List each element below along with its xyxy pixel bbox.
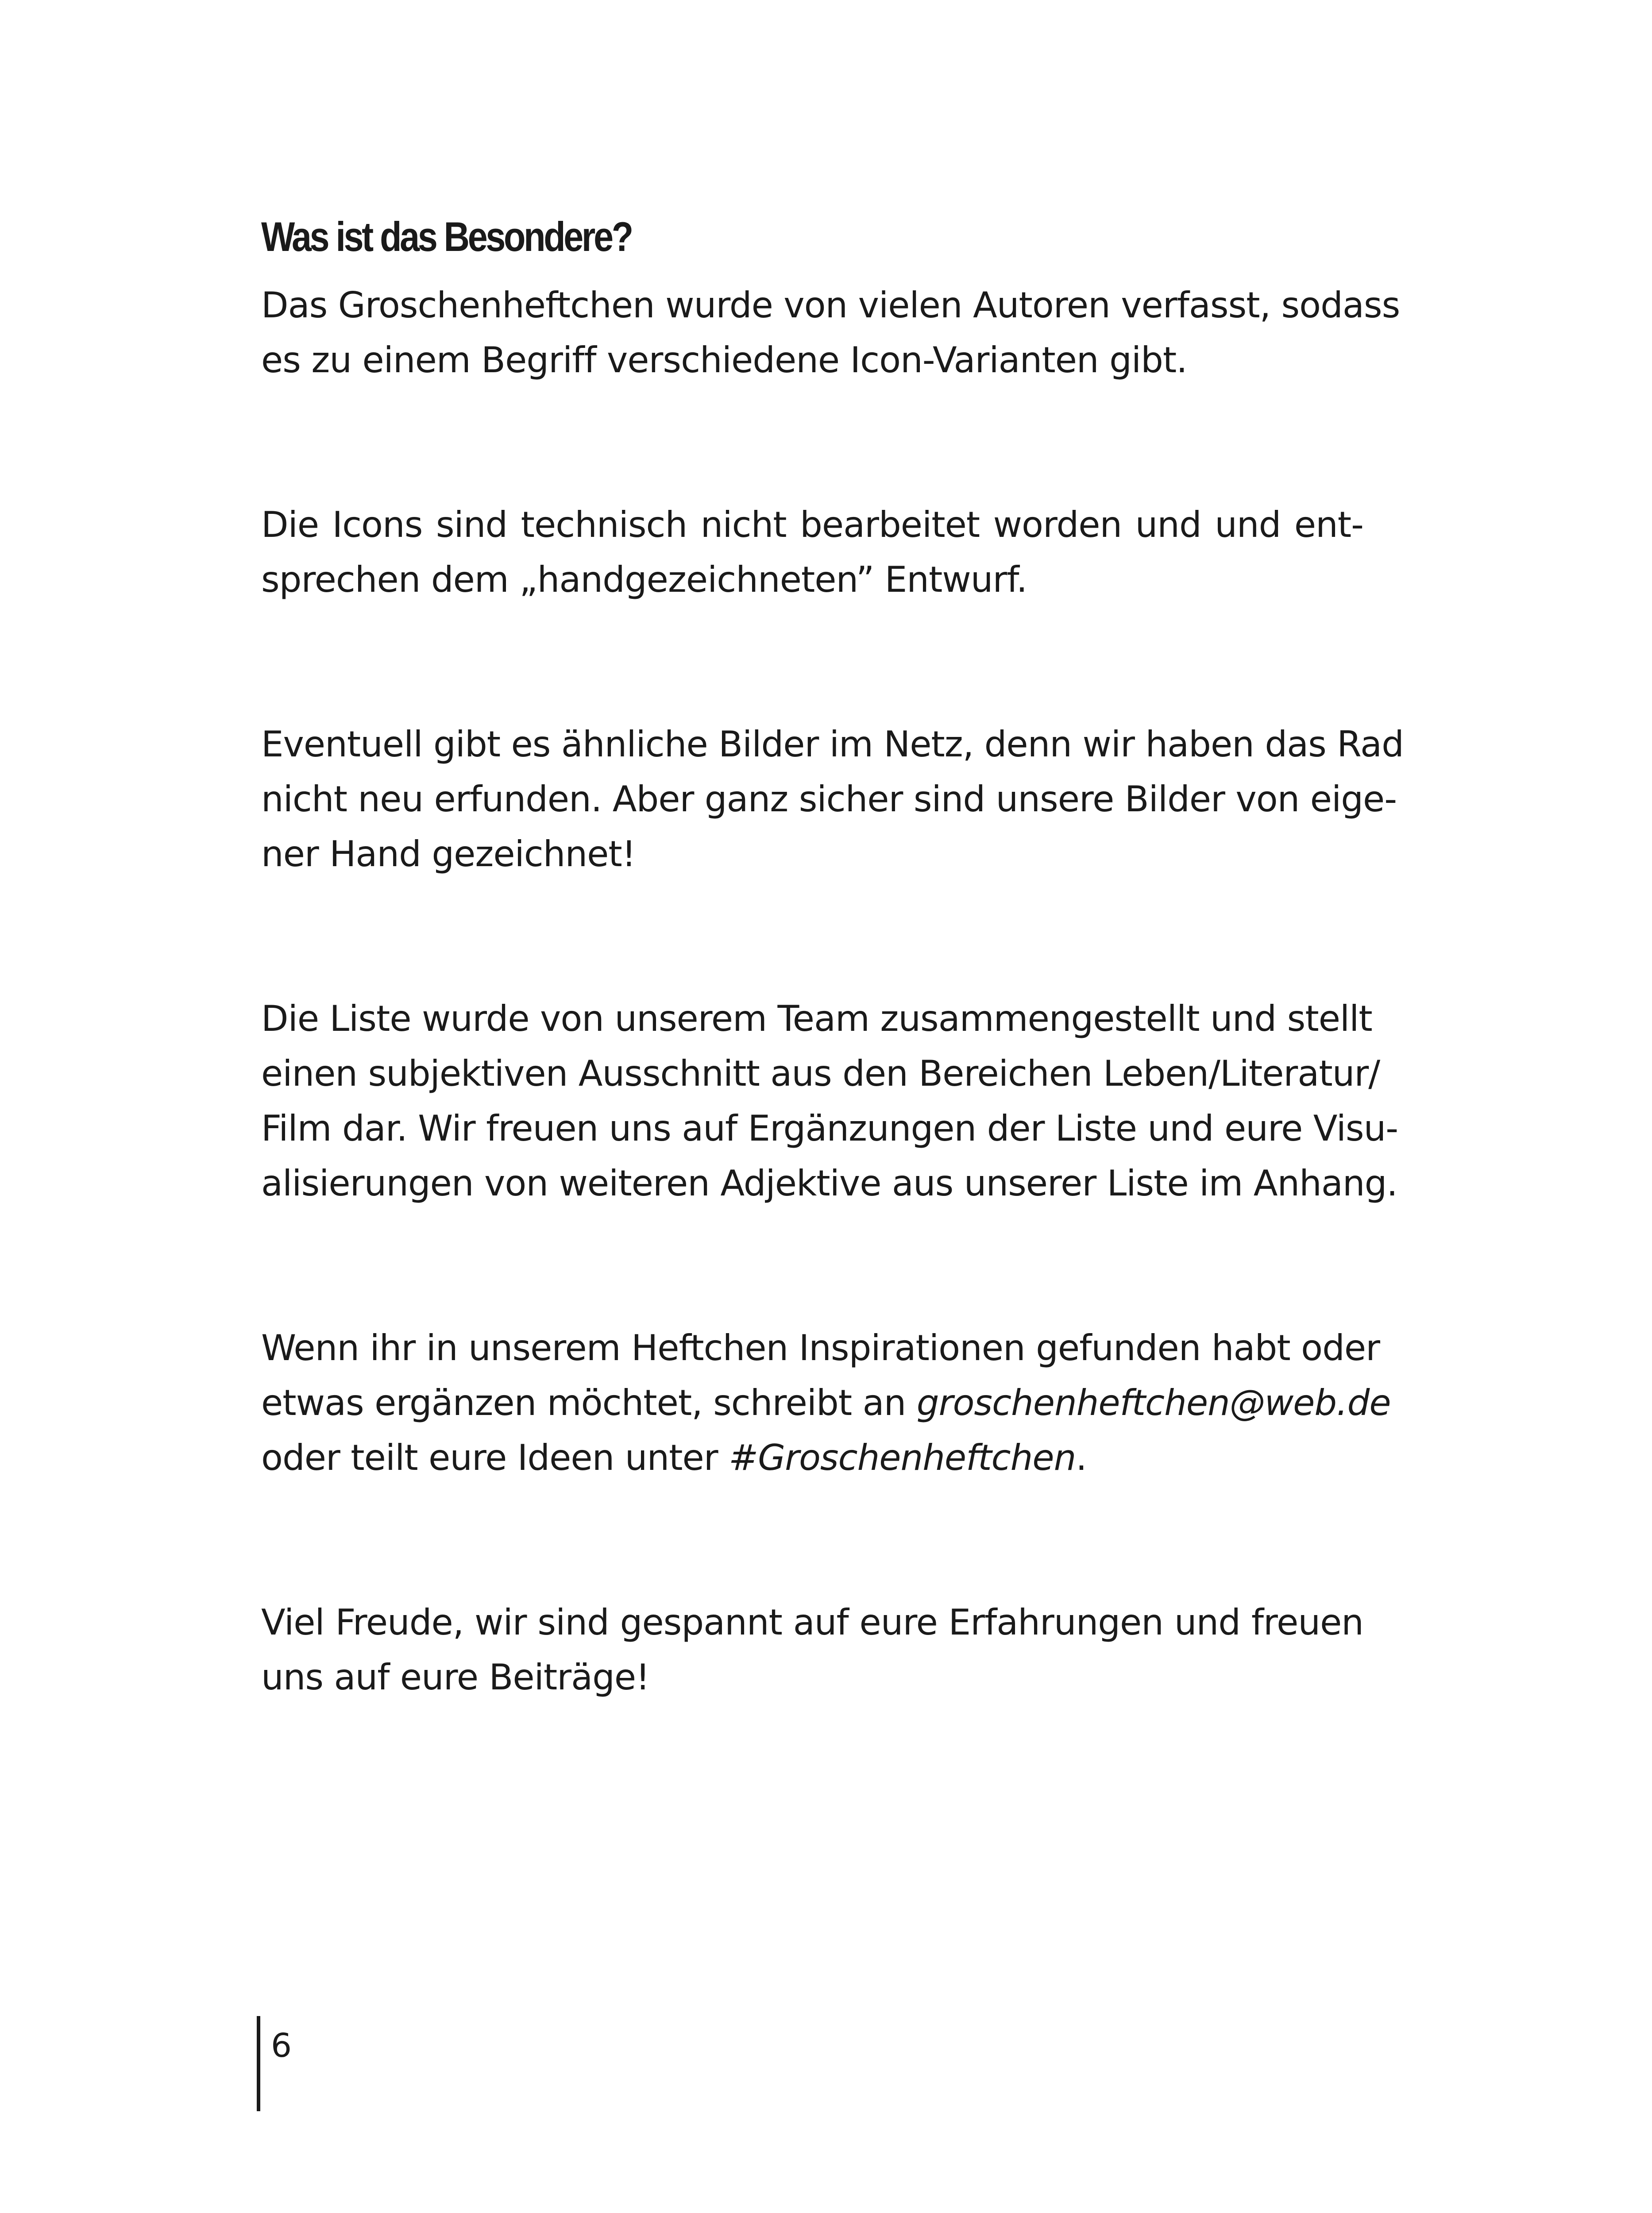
text-segment: oder teilt eure Ideen unter (261, 1437, 729, 1478)
text-line: alisierungen von weiteren Adjektive aus unserer Liste im Anhang. (261, 1163, 1397, 1204)
page-number-rule (257, 2016, 260, 2111)
text-line: ner Hand gezeichnet! (261, 833, 636, 875)
text-line: uns auf eure Beiträge! (261, 1657, 650, 1698)
hashtag: #Groschenheftchen (729, 1437, 1076, 1478)
text-segment: etwas ergänzen möchtet, schreibt an (261, 1382, 917, 1423)
page-number: 6 (271, 2027, 292, 2065)
paragraph-contact (261, 1321, 1391, 1485)
page-content (261, 208, 1404, 1815)
paragraph-closing (261, 1595, 1363, 1705)
text-line: Film dar. Wir freuen uns auf Ergänzungen der Liste und eure Visu- (261, 1108, 1398, 1149)
text-segment: . (1076, 1437, 1087, 1478)
paragraph-similar-images (261, 717, 1404, 882)
text-line: es zu einem Begriff verschiedene Icon-Varianten gibt. (261, 339, 1187, 381)
text-line (261, 1376, 1391, 1430)
text-line: Wenn ihr in unserem Heftchen Inspirationen gefunden habt oder (261, 1327, 1380, 1369)
section-heading: Was ist das Besondere? (261, 213, 632, 260)
paragraph-authors (261, 278, 1400, 388)
text-line (261, 1430, 1363, 1485)
paragraph-icons (261, 497, 1363, 607)
text-line: nicht neu erfunden. Aber ganz sicher sind unsere Bilder von eige- (261, 779, 1397, 820)
text-line: einen subjektiven Ausschnitt aus den Bereichen Leben/Literatur/ (261, 1053, 1380, 1094)
text-line: Das Groschenheftchen wurde von vielen Autoren verfasst, sodass (261, 285, 1400, 326)
text-line: Die Liste wurde von unserem Team zusammengestellt und stellt (261, 998, 1372, 1039)
text-line: Viel Freude, wir sind gespannt auf eure Erfahrungen und freuen (261, 1602, 1363, 1643)
email-link[interactable]: groschenheftchen@web.de (916, 1382, 1391, 1423)
paragraph-list (261, 991, 1398, 1211)
text-line: sprechen dem „handgezeichneten” Entwurf. (261, 559, 1027, 600)
text-line: Die Icons sind technisch nicht bearbeitet worden und und ent- (261, 504, 1363, 545)
text-line: Eventuell gibt es ähnliche Bilder im Netz, denn wir haben das Rad (261, 724, 1404, 765)
